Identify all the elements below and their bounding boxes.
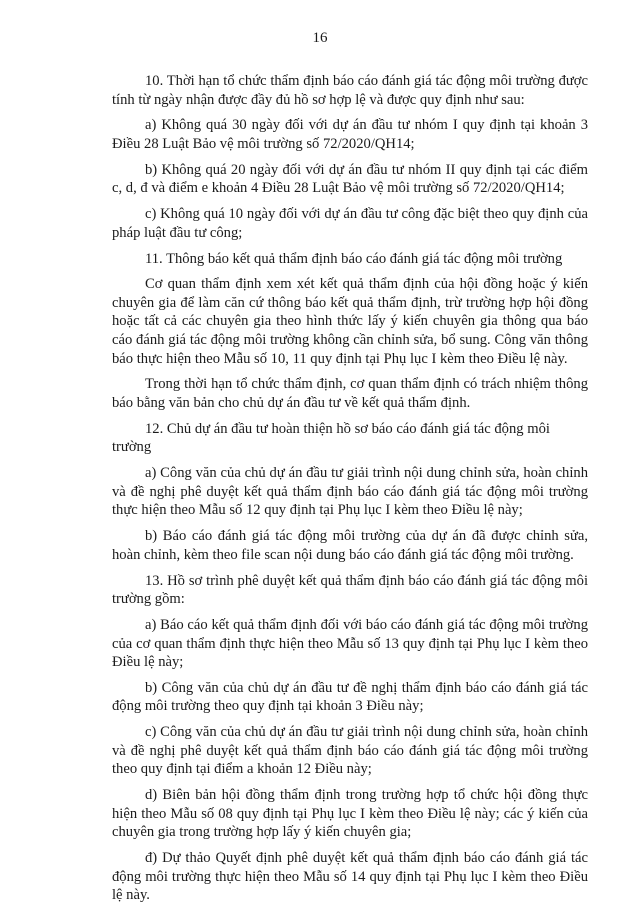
paragraph-13c: c) Công văn của chủ dự án đầu tư giải trình nội dung chỉnh sửa, hoàn chỉnh và đề nghị phê duyệt kết quả thẩm định báo cáo đánh giá tác động môi trường theo quy định tại điểm a khoản 12 Điều này; [112,724,588,778]
paragraph-13dd: đ) Dự thảo Quyết định phê duyệt kết quả thẩm định báo cáo đánh giá tác động môi trường thực hiện theo Mẫu số 14 quy định tại Phụ lục I kèm theo Điều lệ này. [112,850,588,904]
page-number: 16 [312,30,328,46]
heading-12: 12. Chủ dự án đầu tư hoàn thiện hồ sơ báo cáo đánh giá tác động môi trường [112,420,550,456]
paragraph-12b: b) Báo cáo đánh giá tác động môi trường của dự án đã được chỉnh sửa, hoàn chỉnh, kèm theo file scan nội dung báo cáo đánh giá tác động môi trường. [112,528,588,563]
paragraph-10a: a) Không quá 30 ngày đối với dự án đầu tư nhóm I quy định tại khoản 3 Điều 28 Luật Bảo vệ môi trường số 72/2020/QH14; [112,117,588,152]
paragraph-13a: a) Báo cáo kết quả thẩm định đối với báo cáo đánh giá tác động môi trường của cơ quan thẩm định thực hiện theo Mẫu số 13 quy định tại Phụ lục I kèm theo Điều lệ này; [112,616,588,671]
paragraph-13d: d) Biên bản hội đồng thẩm định trong trường hợp tổ chức hội đồng thực hiện theo Mẫu số 08 quy định tại Phụ lục I kèm theo Điều lệ này; các ý kiến của chuyên gia trong trường hợp lấy ý kiến chuyên gia; [112,787,588,841]
heading-11: 11. Thông báo kết quả thẩm định báo cáo đánh giá tác động môi trường [145,250,563,267]
paragraph-11-body: Cơ quan thẩm định xem xét kết quả thẩm định của hội đồng hoặc ý kiến chuyên gia để làm căn cứ thông báo kết quả thẩm định, trừ trường hợp hội đồng hoặc tất cả các chuyên gia theo hình thức lấy ý kiến chuyên gia thông qua báo cáo đánh giá tác động môi trường không cần chỉnh sửa, bổ sung. Công văn thông báo thực hiện theo Mẫu số 10, 11 quy định tại Phụ lục I kèm theo Điều lệ này. [112,276,588,367]
paragraph-10b: b) Không quá 20 ngày đối với dự án đầu tư nhóm II quy định tại các điểm c, d, đ và điểm e khoản 4 Điều 28 Luật Bảo vệ môi trường số 72/2020/QH14; [112,161,588,197]
paragraph-11-notice: Trong thời hạn tổ chức thẩm định, cơ quan thẩm định có trách nhiệm thông báo bằng văn bản cho chủ dự án đầu tư về kết quả thẩm định. [112,376,588,412]
paragraph-12a: a) Công văn của chủ dự án đầu tư giải trình nội dung chỉnh sửa, hoàn chỉnh và đề nghị phê duyệt kết quả thẩm định báo cáo đánh giá tác động môi trường thực hiện theo Mẫu số 12 quy định tại Phụ lục I kèm theo Điều lệ này; [112,465,588,519]
heading-13: 13. Hồ sơ trình phê duyệt kết quả thẩm định báo cáo đánh giá tác động môi trường gồm: [112,572,588,608]
paragraph-10c: c) Không quá 10 ngày đối với dự án đầu tư công đặc biệt theo quy định của pháp luật đầu tư công; [112,206,588,241]
paragraph-10-intro: 10. Thời hạn tổ chức thẩm định báo cáo đánh giá tác động môi trường được tính từ ngày nhận được đầy đủ hồ sơ hợp lệ và được quy định như sau: [112,73,588,108]
document-body [112,72,588,912]
paragraph-13b: b) Công văn của chủ dự án đầu tư đề nghị thẩm định báo cáo đánh giá tác động môi trường theo quy định tại khoản 3 Điều này; [112,679,588,715]
